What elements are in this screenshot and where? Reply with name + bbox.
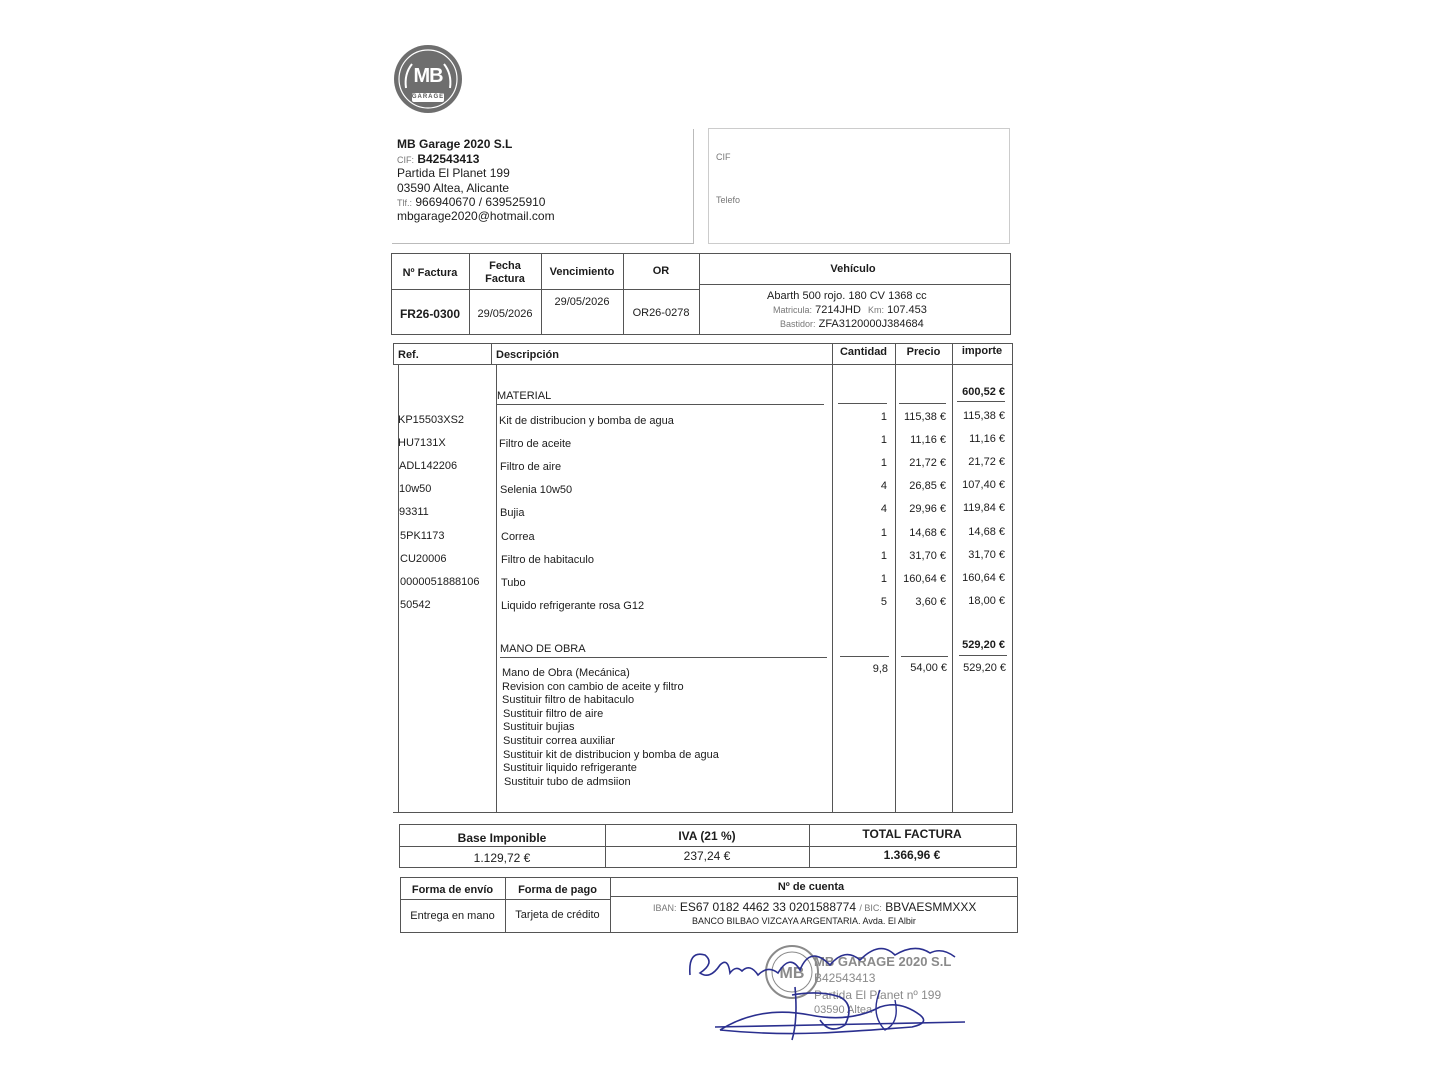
row-amount: 14,68 € [968, 526, 1005, 538]
stamp-name: MB GARAGE 2020 S.L [814, 954, 952, 969]
header-or-label: OR [652, 265, 670, 277]
client-cif-label: CIF [716, 152, 731, 162]
company-email: mbgarage2020@hotmail.com [397, 209, 555, 223]
row-ref: 50542 [400, 599, 431, 611]
logo-tagline: GARAGE [411, 94, 445, 100]
total-label: TOTAL FACTURA [862, 827, 962, 841]
stamp-city: 03590 Altea [814, 1004, 873, 1016]
invoice-or: OR26-0278 [632, 307, 690, 319]
labour-line: Sustituir tubo de admsiion [504, 776, 631, 788]
labour-amount: 529,20 € [963, 662, 1006, 674]
vehicle-matricula [773, 304, 927, 316]
row-amount: 119,84 € [962, 502, 1005, 514]
row-amount: 160,64 € [962, 572, 1005, 584]
pago-value: Tarjeta de crédito [515, 909, 600, 921]
km-label: Km: [868, 305, 885, 315]
row-ref: 93311 [399, 506, 429, 518]
row-amount: 31,70 € [968, 549, 1005, 561]
row-description: Liquido refrigerante rosa G12 [501, 600, 645, 612]
cif-value: B42543413 [417, 152, 480, 166]
company-address1: Partida El Planet 199 [397, 166, 510, 180]
svg-text:MB: MB [779, 965, 805, 982]
vehicle-model: Abarth 500 rojo. 180 CV 1368 cc [767, 290, 927, 302]
logo-initials: MB [413, 65, 443, 87]
bastidor-value: ZFA3120000J384684 [818, 318, 924, 330]
row-description: Filtro de habitaculo [501, 554, 594, 566]
col-descripcion: Descripción [496, 349, 559, 361]
pago-label: Forma de pago [518, 884, 597, 896]
row-price: 31,70 € [909, 550, 946, 562]
stamp-address: Partida El Planet nº 199 [814, 988, 942, 1002]
invoice-due-date: 29/05/2026 [554, 296, 610, 308]
labour-line: Revision con cambio de aceite y filtro [502, 681, 684, 693]
labour-line: Sustituir liquido refrigerante [503, 762, 637, 774]
row-description: Bujia [500, 507, 525, 519]
labour-total: 529,20 € [962, 639, 1005, 651]
iva-label: IVA (21 %) [678, 829, 736, 843]
row-description: Filtro de aceite [499, 438, 572, 450]
header-vehiculo-label: Vehículo [830, 263, 876, 275]
row-amount: 21,72 € [968, 456, 1005, 468]
bank-name: BANCO BILBAO VIZCAYA ARGENTARIA. Avda. El Albir [692, 916, 916, 926]
tel-label: Tlf.: [397, 198, 412, 208]
row-qty: 1 [880, 527, 887, 539]
row-price: 21,72 € [909, 457, 946, 469]
cuenta-label: Nº de cuenta [777, 881, 845, 893]
row-qty: 1 [880, 434, 887, 446]
labour-title: MANO DE OBRA [500, 643, 586, 655]
row-ref: KP15503XS2 [398, 414, 465, 426]
matricula-label: Matricula: [773, 305, 813, 315]
row-description: Filtro de aire [500, 461, 562, 473]
header-vencimiento-label: Vencimiento [549, 266, 615, 278]
row-ref: CU20006 [400, 553, 447, 565]
row-qty: 4 [880, 503, 887, 515]
row-price: 11,16 € [910, 434, 946, 446]
col-importe: importe [961, 345, 1003, 357]
total-value: 1.366,96 € [883, 848, 941, 862]
row-qty: 1 [880, 457, 887, 469]
row-qty: 1 [880, 550, 887, 562]
row-description: Selenia 10w50 [500, 484, 573, 496]
col-cantidad: Cantidad [839, 346, 888, 358]
iban-value: ES67 0182 4462 33 0201588774 [679, 900, 857, 914]
col-precio: Precio [906, 346, 941, 358]
bic-label: / BIC: [859, 903, 882, 913]
material-title: MATERIAL [497, 390, 552, 402]
row-amount: 115,38 € [962, 410, 1005, 422]
row-price: 3,60 € [915, 596, 946, 608]
company-logo [392, 44, 464, 114]
iban-line [653, 900, 976, 914]
labour-line: Sustituir filtro de aire [503, 708, 604, 720]
client-tel-label: Telefo [716, 195, 741, 205]
row-price: 115,38 € [903, 411, 946, 423]
row-qty: 4 [880, 480, 887, 492]
base-label: Base Imponible [457, 831, 547, 845]
labour-line: Sustituir correa auxiliar [503, 735, 615, 747]
client-box [708, 128, 1010, 244]
row-qty: 1 [880, 411, 887, 423]
company-name: MB Garage 2020 S.L [397, 137, 513, 151]
row-amount: 11,16 € [969, 433, 1005, 445]
row-qty: 1 [880, 573, 887, 585]
bastidor-label: Bastidor: [780, 319, 816, 329]
km-value: 107.453 [887, 304, 927, 316]
row-description: Tubo [501, 577, 526, 589]
matricula-value: 7214JHD [815, 304, 861, 316]
bic-value: BBVAESMMXXX [885, 900, 977, 914]
row-price: 160,64 € [903, 573, 946, 585]
row-ref: HU7131X [398, 437, 446, 449]
row-qty: 5 [880, 596, 887, 608]
iban-label: IBAN: [653, 903, 677, 913]
vehicle-bastidor [780, 318, 924, 330]
labour-line: Sustituir kit de distribucion y bomba de agua [503, 749, 719, 761]
labour-qty: 9,8 [872, 663, 888, 675]
labour-line: Mano de Obra (Mecánica) [502, 667, 630, 679]
envio-label: Forma de envío [411, 884, 494, 896]
company-cif [397, 152, 479, 166]
row-amount: 18,00 € [968, 595, 1005, 607]
row-ref: ADL142206 [399, 460, 458, 472]
envio-value: Entrega en mano [410, 910, 495, 922]
row-description: Correa [501, 531, 535, 543]
col-ref: Ref. [398, 349, 419, 361]
row-ref: 10w50 [399, 483, 432, 495]
company-tel [397, 195, 545, 209]
invoice-date: 29/05/2026 [477, 308, 533, 320]
row-price: 14,68 € [909, 527, 946, 539]
company-address2: 03590 Altea, Alicante [397, 181, 510, 195]
header-factura-label: Nº Factura [402, 267, 458, 279]
row-price: 26,85 € [909, 480, 946, 492]
iva-value: 237,24 € [683, 849, 731, 863]
stamp-cif: B42543413 [814, 971, 876, 985]
invoice-number: FR26-0300 [399, 307, 461, 321]
row-description: Kit de distribucion y bomba de agua [499, 415, 674, 427]
labour-line: Sustituir filtro de habitaculo [502, 694, 635, 706]
cif-label: CIF: [397, 155, 414, 165]
row-amount: 107,40 € [962, 479, 1005, 491]
row-price: 29,96 € [909, 503, 946, 515]
row-ref: 0000051888106 [400, 576, 480, 588]
tel-value: 966940670 / 639525910 [415, 195, 546, 209]
labour-price: 54,00 € [910, 662, 947, 674]
row-ref: 5PK1173 [400, 530, 445, 542]
signature [680, 935, 980, 1045]
material-total: 600,52 € [962, 386, 1005, 398]
base-value: 1.129,72 € [473, 851, 531, 865]
header-fecha-label: Fecha Factura [485, 260, 525, 285]
labour-line: Sustituir bujias [503, 721, 575, 733]
